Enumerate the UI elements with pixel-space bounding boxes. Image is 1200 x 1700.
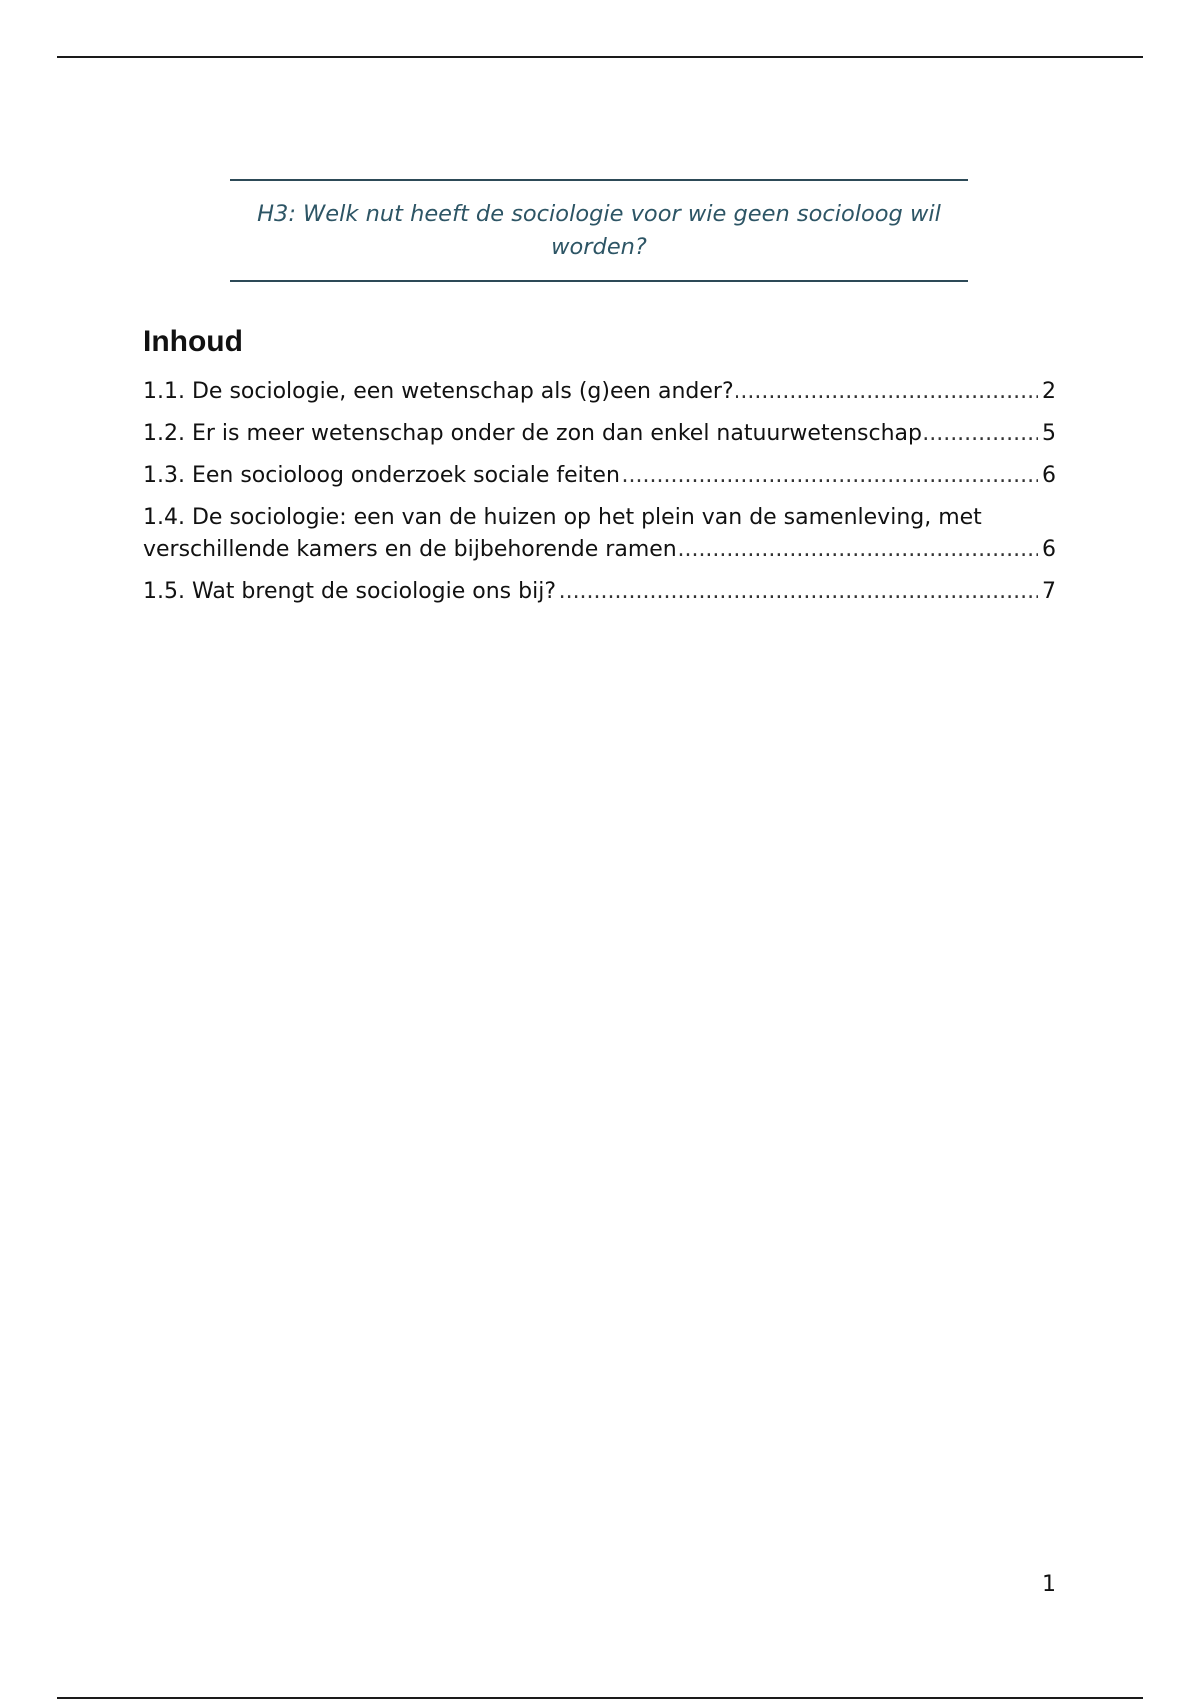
page-top-rule xyxy=(57,56,1143,58)
page-bottom-rule xyxy=(57,1697,1143,1699)
document-title: H3: Welk nut heeft de sociologie voor wie geen socioloog wil worden? xyxy=(257,200,941,260)
page-number: 1 xyxy=(1042,1572,1056,1597)
toc-entry[interactable] xyxy=(143,376,1056,408)
toc-entry-page: 7 xyxy=(1040,576,1056,608)
toc-entry[interactable] xyxy=(143,576,1056,608)
toc-entry-title: 1.3. Een socioloog onderzoek sociale feiten xyxy=(143,463,620,488)
title-block xyxy=(230,179,968,282)
toc-list xyxy=(143,376,1056,608)
toc-entry-page: 5 xyxy=(1040,418,1056,450)
toc-entry-title: 1.5. Wat brengt de sociologie ons bij? xyxy=(143,579,556,604)
toc-entry-page: 2 xyxy=(1040,376,1056,408)
toc-entry-title: 1.2. Er is meer wetenschap onder de zon dan enkel natuurwetenschap xyxy=(143,421,922,446)
table-of-contents xyxy=(143,318,1056,618)
toc-entry-page: 6 xyxy=(1040,534,1056,566)
toc-entry-title: 1.1. De sociologie, een wetenschap als (g)een ander? xyxy=(143,379,734,404)
toc-entry[interactable] xyxy=(143,460,1056,492)
toc-entry-page: 6 xyxy=(1040,460,1056,492)
toc-heading: Inhoud xyxy=(143,325,243,358)
toc-entry-title: 1.4. De sociologie: een van de huizen op het plein van de samenleving, met verschillende kamers en de bijbehorende ramen xyxy=(143,505,982,562)
toc-entry[interactable] xyxy=(143,418,1056,450)
toc-entry[interactable] xyxy=(143,502,1056,566)
